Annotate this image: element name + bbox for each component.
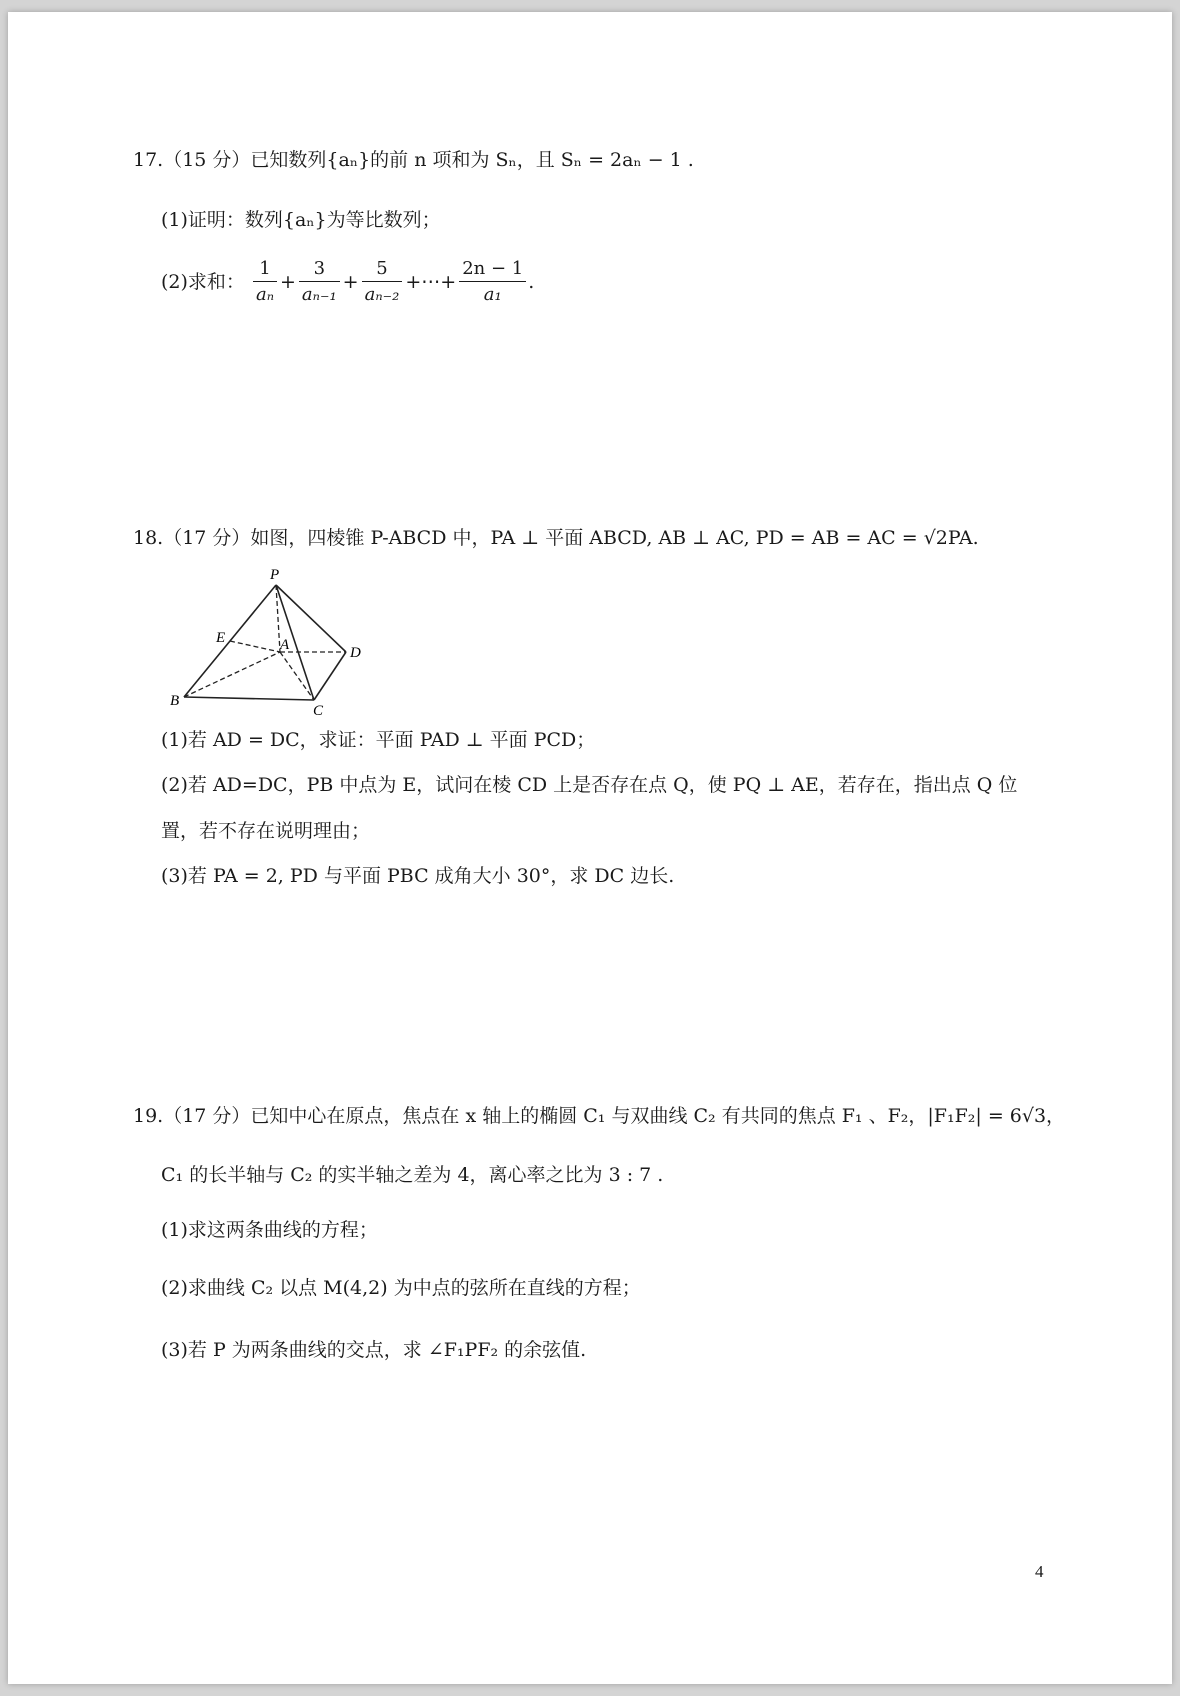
label-B: B [170,693,180,709]
q18-part1: (1)若 AD = DC，求证：平面 PAD ⊥ 平面 PCD； [161,729,596,751]
page-number: 4 [1035,1562,1044,1581]
edge-BA [184,652,280,697]
pyramid-figure [166,565,366,715]
sum-end: . [528,271,535,293]
q17-part2-label: (2)求和： [161,271,245,293]
edge-CD [314,652,346,700]
q19-part2: (2)求曲线 C₂ 以点 M(4,2) 为中点的弦所在直线的方程； [161,1277,641,1299]
q18-part2-line2: 置，若不存在说明理由； [161,820,371,842]
q18-stem: 18.（17 分）如图，四棱锥 P-ABCD 中，PA ⊥ 平面 ABCD, AB ⊥ AC, PD = AB = AC = √2PA. [133,527,979,549]
label-P: P [270,567,280,583]
sum-term-3: $\frac{5}{\text{aₙ₋₂}}$ [362,257,403,308]
edge-EA [230,641,280,652]
label-A: A [280,637,290,653]
q19-part1: (1)求这两条曲线的方程； [161,1219,378,1241]
sum-term-2: $\frac{3}{\text{aₙ₋₁}}$ [299,257,340,308]
q19-part3: (3)若 P 为两条曲线的交点，求 ∠F₁PF₂ 的余弦值. [161,1339,587,1361]
q18-part2-line1: (2)若 AD=DC，PB 中点为 E，试问在棱 CD 上是否存在点 Q，使 PQ ⊥ AE，若存在，指出点 Q 位 [161,774,1018,796]
q19-stem-line2: C₁ 的长半轴与 C₂ 的实半轴之差为 4，离心率之比为 3 : 7 . [161,1164,664,1186]
q18-part3: (3)若 PA = 2, PD 与平面 PBC 成角大小 30°，求 DC 边长. [161,865,675,887]
edge-BC [184,697,314,700]
label-E: E [216,630,226,646]
label-D: D [350,645,361,661]
document-page [8,12,1172,1684]
q17-part1: (1)证明：数列{aₙ}为等比数列； [161,209,441,231]
q19-stem: 19.（17 分）已知中心在原点，焦点在 x 轴上的椭圆 C₁ 与双曲线 C₂ 有共同的焦点 F₁ 、F₂，|F₁F₂| = 6√3， [133,1105,1066,1127]
sum-term-1: $\frac{1}{\text{aₙ}}$ [253,257,277,308]
edge-AC [280,652,314,700]
label-C: C [313,703,324,715]
sum-ellipsis: +⋯+ [405,271,457,293]
q17-part2: (2)求和： $\frac{1}{\text{aₙ}}$ + $\frac{3}{\text{aₙ₋₁}}$ + $\frac{5}{\text{aₙ₋₂}}$ +⋯+ $\frac{2n - 1}{\text{a₁}}$ . [161,252,534,311]
q17-stem: 17.（15 分）已知数列{aₙ}的前 n 项和为 Sₙ，且 Sₙ = 2aₙ − 1 . [133,149,694,171]
sum-term-last: $\frac{2n - 1}{\text{a₁}}$ [459,257,526,308]
